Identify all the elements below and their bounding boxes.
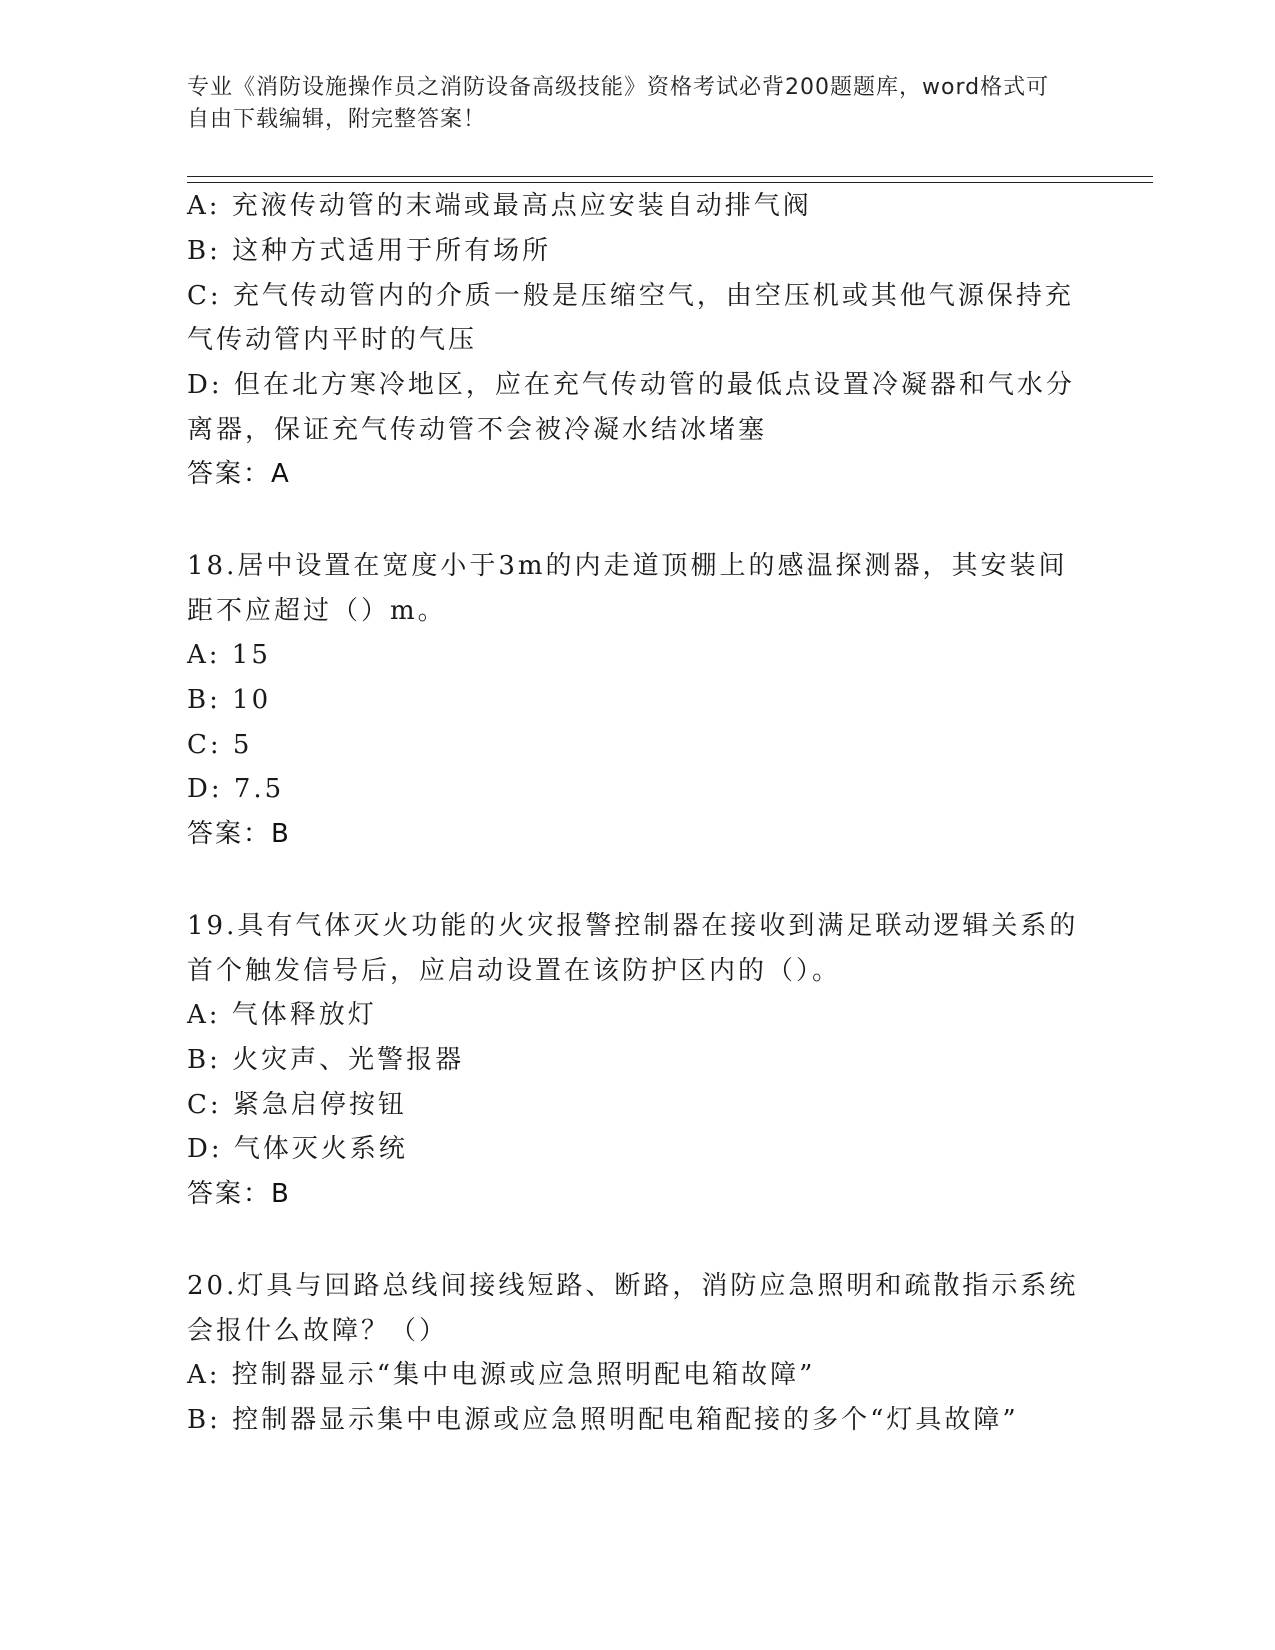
- q18-answer: 答案：B: [187, 819, 291, 849]
- q17-option-d: D: 但在北方寒冷地区，应在充气传动管的最低点设置冷凝器和气水分: [187, 370, 1075, 400]
- q20-stem: 20.灯具与回路总线间接线短路、断路，消防应急照明和疏散指示系统: [187, 1271, 1079, 1301]
- q20-stem-cont: 会报什么故障？（）: [187, 1316, 449, 1346]
- q19-option-a: A: 气体释放灯: [187, 1000, 377, 1030]
- q18-option-a: A: 15: [187, 640, 271, 670]
- q18-option-b: B: 10: [187, 685, 272, 715]
- q17-option-c: C: 充气传动管内的介质一般是压缩空气，由空压机或其他气源保持充: [187, 281, 1074, 311]
- q18-option-c: C: 5: [187, 730, 253, 760]
- q19-option-b: B: 火灾声、光警报器: [187, 1045, 465, 1075]
- q18-stem: 18.居中设置在宽度小于3m的内走道顶棚上的感温探测器，其安装间: [187, 551, 1068, 581]
- q20-option-a: A: 控制器显示“集中电源或应急照明配电箱故障”: [187, 1360, 816, 1390]
- q19-option-d: D: 气体灭火系统: [187, 1134, 408, 1164]
- header-divider-top: [187, 176, 1153, 177]
- header-divider-bottom: [187, 182, 1153, 183]
- q17-option-d-cont: 离器，保证充气传动管不会被冷凝水结冰堵塞: [187, 415, 768, 445]
- document-header: 专业《消防设施操作员之消防设备高级技能》资格考试必背200题题库，word格式可自由下载编辑，附完整答案！: [187, 75, 1050, 132]
- q19-stem-cont: 首个触发信号后，应启动设置在该防护区内的（）。: [187, 956, 842, 986]
- q19-stem: 19.具有气体灭火功能的火灾报警控制器在接收到满足联动逻辑关系的: [187, 911, 1079, 941]
- q17-option-c-cont: 气传动管内平时的气压: [187, 325, 478, 355]
- q17-option-b: B: 这种方式适用于所有场所: [187, 236, 552, 266]
- q17-answer: 答案：A: [187, 459, 291, 489]
- q18-stem-cont: 距不应超过（）m。: [187, 596, 447, 626]
- q19-answer: 答案：B: [187, 1179, 291, 1209]
- q20-option-b: B: 控制器显示集中电源或应急照明配电箱配接的多个“灯具故障”: [187, 1405, 1019, 1435]
- q18-option-d: D: 7.5: [187, 774, 285, 804]
- q19-option-c: C: 紧急启停按钮: [187, 1090, 407, 1120]
- q17-option-a: A: 充液传动管的末端或最高点应安装自动排气阀: [187, 191, 812, 221]
